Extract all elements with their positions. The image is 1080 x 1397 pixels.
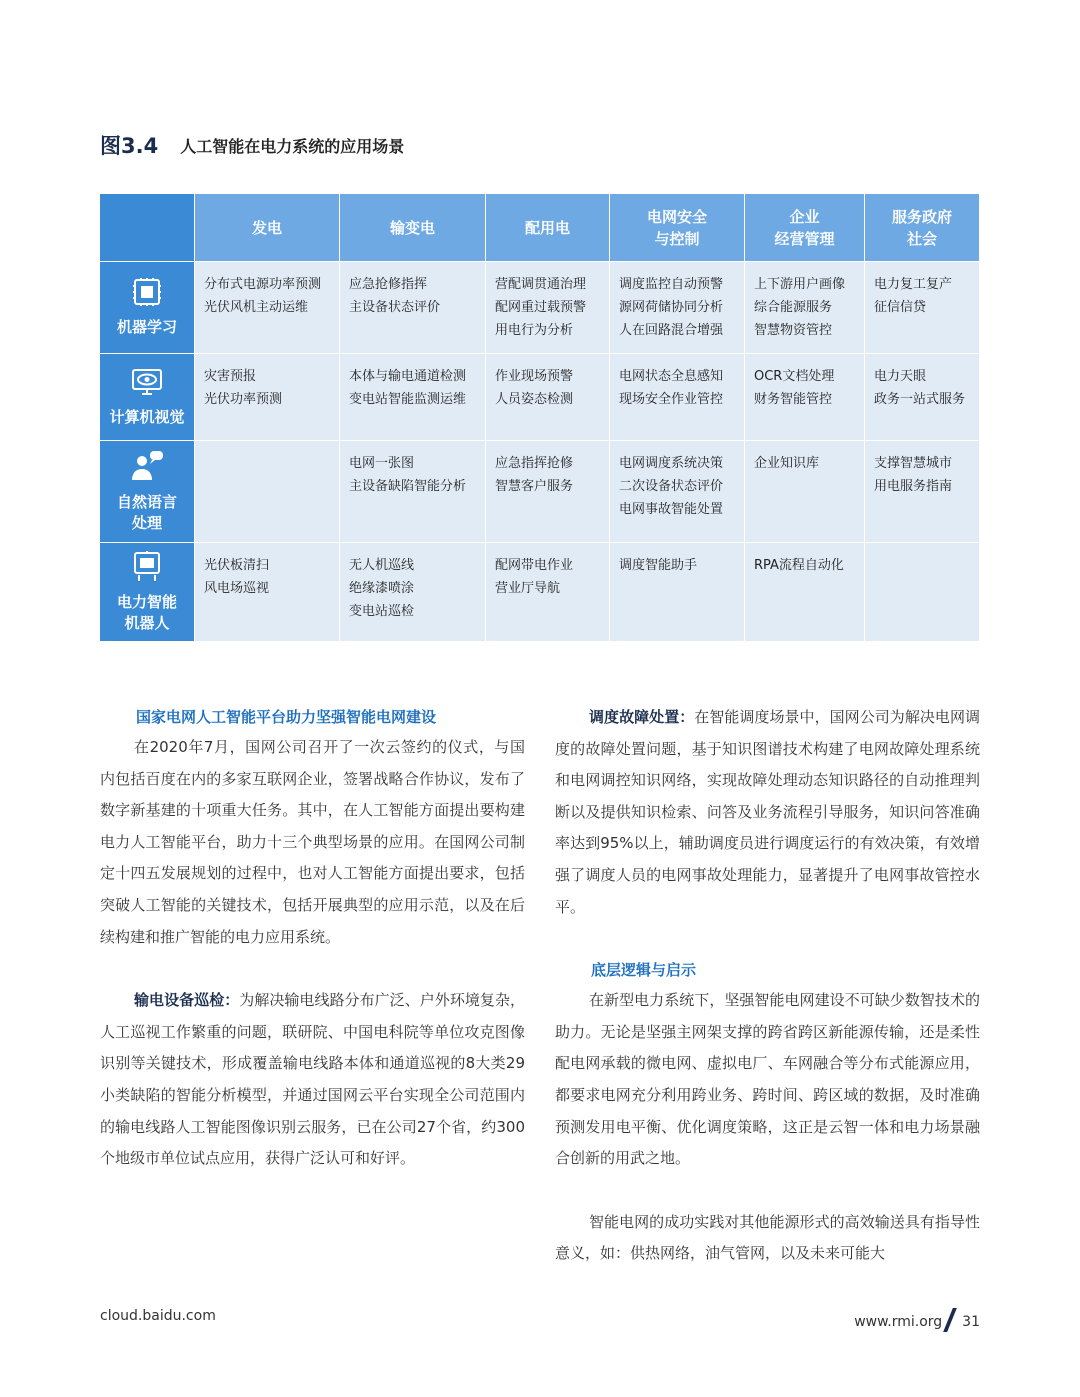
row-header-label: 自然语言 处理 xyxy=(116,492,177,532)
table-cell xyxy=(865,441,980,543)
table-cell xyxy=(340,354,486,441)
table-cell xyxy=(745,262,865,354)
eye-monitor-icon xyxy=(131,367,163,407)
table-cell xyxy=(486,543,610,642)
robot-icon xyxy=(132,550,162,592)
table-cell xyxy=(745,441,865,543)
table-cell xyxy=(486,354,610,441)
ai-application-table xyxy=(100,194,980,642)
cell-item: 主设备缺陷智能分析 xyxy=(349,479,467,494)
cell-item: 光伏风机主动运维 xyxy=(204,300,309,315)
cell-item: 配网重过载预警 xyxy=(495,300,587,315)
figure-label: 图3.4 xyxy=(100,134,159,158)
row-header-label: 电力智能 机器人 xyxy=(116,593,177,632)
cell-item: 源网荷储协同分析 xyxy=(619,300,724,315)
table-cell xyxy=(865,543,980,642)
table-cell xyxy=(340,262,486,354)
cell-item: 现场安全作业管控 xyxy=(619,392,724,407)
cell-item: 电网一张图 xyxy=(349,456,415,471)
footer-url[interactable]: cloud.baidu.com xyxy=(100,1308,216,1324)
cell-item: 智慧物资管控 xyxy=(754,323,833,338)
row-header-label: 计算机视觉 xyxy=(109,407,185,426)
cell-item: 征信信贷 xyxy=(874,300,927,315)
footer-url[interactable]: www.rmi.org xyxy=(854,1314,943,1330)
cell-item: OCR文档处理 xyxy=(754,369,835,384)
person-speech-icon xyxy=(130,450,164,492)
row-header-label: 机器学习 xyxy=(116,318,177,336)
column-header: 服务政府 社会 xyxy=(865,194,980,262)
cell-item: 电网状态全息感知 xyxy=(619,369,724,384)
cell-item: 电力天眼 xyxy=(874,369,927,384)
cell-item: 主设备状态评价 xyxy=(349,300,441,315)
table-cell xyxy=(486,441,610,543)
cell-item: 人在回路混合增强 xyxy=(619,323,724,338)
cell-item: 应急抢修指挥 xyxy=(349,277,428,292)
table-cell xyxy=(340,441,486,543)
table-cell xyxy=(610,262,745,354)
cell-item: 企业知识库 xyxy=(754,456,820,471)
table-cell xyxy=(865,354,980,441)
cell-item: 综合能源服务 xyxy=(754,300,833,315)
paragraph-text: 为解决输电线路分布广泛、户外环境复杂，人工巡视工作繁重的问题，联研院、中国电科院等单位攻克图像识别等关键技术，形成覆盖输电线路本体和通道巡视的8大类29小类缺陷的智能分析模型，并通过国网云平台实现全公司范围内的输电线路人工智能图像识别云服务，已在公司27个省，约300个地级市单位试点应用，获得广泛认可和好评。 xyxy=(100,991,525,1168)
table-cell xyxy=(195,543,340,642)
paragraph-text: 在智能调度场景中，国网公司为解决电网调度的故障处置问题，基于知识图谱技术构建了电网故障处理系统和电网调控知识网络，实现故障处理动态知识路径的自动推理判断以及提供知识检索、问答及业务流程引导服务，知识问答准确率达到95%以上，辅助调度员进行调度运行的有效决策，有效增强了调度人员的电网事故处理能力，显著提升了电网事故管控水平。 xyxy=(555,708,980,916)
cell-item: 变电站智能监测运维 xyxy=(349,392,467,407)
table-cell xyxy=(195,262,340,354)
paragraph xyxy=(100,985,525,1175)
cell-item: 配网带电作业 xyxy=(495,558,574,573)
cell-item: 人员姿态检测 xyxy=(495,392,574,407)
table-cell xyxy=(195,354,340,441)
slash-divider xyxy=(943,1308,957,1332)
table-cell xyxy=(195,441,340,543)
cell-item: 应急指挥抢修 xyxy=(495,456,574,471)
cell-item: 风电场巡视 xyxy=(204,581,270,596)
paragraph: 在2020年7月，国网公司召开了一次云签约的仪式，与国内包括百度在内的多家互联网企业，签署战略合作协议，发布了数字新基建的十项重大任务。其中，在人工智能方面提出要构建电力人工智能平台，助力十三个典型场景的应用。在国网公司制定十四五发展规划的过程中，也对人工智能方面提出要求，包括突破人工智能的关键技术，包括开展典型的应用示范，以及在后续构建和推广智能的电力应用系统。 xyxy=(100,738,525,946)
cell-item: 光伏功率预测 xyxy=(204,392,283,407)
cell-item: 绝缘漆喷涂 xyxy=(349,581,415,596)
cell-item: 作业现场预警 xyxy=(495,369,574,384)
cell-item: 调度智能助手 xyxy=(619,558,698,573)
cell-item: 变电站巡检 xyxy=(349,604,415,619)
cell-item: RPA流程自动化 xyxy=(754,558,844,573)
row-header xyxy=(100,441,195,543)
left-column xyxy=(100,702,525,1185)
figure-caption: 人工智能在电力系统的应用场景 xyxy=(180,136,405,156)
cell-item: 用电服务指南 xyxy=(874,479,953,494)
row-header xyxy=(100,543,195,642)
page-number: 31 xyxy=(962,1314,980,1330)
table-cell xyxy=(745,354,865,441)
column-header: 电网安全 与控制 xyxy=(610,194,745,262)
cell-item: 支撑智慧城市 xyxy=(874,456,953,471)
cell-item: 调度监控自动预警 xyxy=(619,277,724,292)
table-cell xyxy=(610,543,745,642)
table-corner xyxy=(100,194,195,262)
section-heading-logic: 底层逻辑与启示 xyxy=(591,961,697,980)
column-header: 输变电 xyxy=(340,194,486,262)
cell-item: 灾害预报 xyxy=(204,369,257,384)
table-cell xyxy=(486,262,610,354)
cell-item: 电力复工复产 xyxy=(874,277,953,292)
inline-heading: 调度故障处置： xyxy=(589,708,695,726)
section-heading-platform: 国家电网人工智能平台助力坚强智能电网建设 xyxy=(136,708,437,726)
row-header xyxy=(100,354,195,441)
column-header: 发电 xyxy=(195,194,340,262)
paragraph: 智能电网的成功实践对其他能源形式的高效输送具有指导性意义，如：供热网络，油气管网，以及未来可能大 xyxy=(555,1212,980,1263)
cell-item: 营配调贯通治理 xyxy=(495,277,587,292)
cell-item: 光伏板清扫 xyxy=(204,558,270,573)
cell-item: 无人机巡线 xyxy=(349,558,415,573)
table-cell xyxy=(865,262,980,354)
footer-right xyxy=(854,1308,980,1330)
cell-item: 二次设备状态评价 xyxy=(619,479,724,494)
cell-item: 智慧客户服务 xyxy=(495,479,574,494)
table-cell xyxy=(610,354,745,441)
chip-icon xyxy=(132,277,162,317)
table-cell xyxy=(745,543,865,642)
right-column xyxy=(555,702,980,1280)
cell-item: 营业厅导航 xyxy=(495,581,561,596)
cell-item: 用电行为分析 xyxy=(495,323,574,338)
paragraph: 在新型电力系统下，坚强智能电网建设不可缺少数智技术的助力。无论是坚强主网架支撑的跨省跨区新能源传输，还是柔性配电网承载的微电网、虚拟电厂、车网融合等分布式能源应用，都要求电网充分利用跨业务、跨时间、跨区域的数据，及时准确预测发用电平衡、优化调度策略，这正是云智一体和电力场景融合创新的用武之地。 xyxy=(555,991,980,1168)
table-cell xyxy=(340,543,486,642)
row-header xyxy=(100,262,195,354)
table-cell xyxy=(610,441,745,543)
footer-left xyxy=(100,1308,216,1324)
paragraph xyxy=(555,702,980,923)
cell-item: 财务智能管控 xyxy=(754,392,833,407)
column-header: 企业 经营管理 xyxy=(745,194,865,262)
cell-item: 政务一站式服务 xyxy=(874,392,966,407)
cell-item: 电网事故智能处置 xyxy=(619,502,724,517)
column-header: 配用电 xyxy=(486,194,610,262)
figure-title xyxy=(100,128,404,162)
cell-item: 上下游用户画像 xyxy=(754,277,846,292)
inline-heading: 输电设备巡检： xyxy=(134,991,240,1010)
cell-item: 电网调度系统决策 xyxy=(619,456,724,471)
cell-item: 本体与输电通道检测 xyxy=(349,369,467,384)
cell-item: 分布式电源功率预测 xyxy=(204,277,322,292)
